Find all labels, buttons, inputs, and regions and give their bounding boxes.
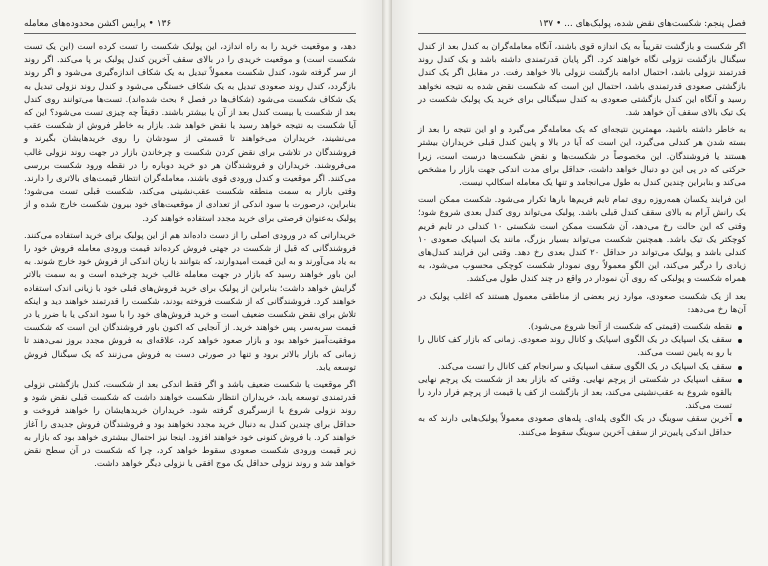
list-item: سقف یک اسپایک در یک الگوی اسپایک و کانال روند صعودی. زمانی که بازار کف کانال را با رو به پایین تست می‌کند.: [418, 334, 732, 360]
left-paragraph-1: دهد، و موقعیت خرید را به راه اندازد، این پولبک شکست را تست کرده است (این یک تست شکست است) و موقعیت خریدی را در بالای سقف آخرین کندل پولبک بر پا می‌کند. اگر روند از سر گرفته شود، کندل شکست معمولاً تبدیل به یک شکاف اندازه‌گیری می‌شود و اگر روند بازگردد، کندل روند صعودی تبدیل به یک شکاف خستگی می‌شود و کندل روند نزولی تبدیل به یک شکاف شکست می‌شود (شکاف‌ها در فصل ۶ بحث شده‌اند). تست‌ها می‌توانند روی کندل بعد از شکست یا بیست کندل بعد از آن یا بیشتر باشند. دقیقاً چه چیزی تست می‌شود؟ این که آیا شکست به نتیجه خواهد رسید یا نقض خواهد شد. بازار به خاطر فروش از شکست عقب می‌نشیند، خریداران می‌خواهند تا قسمتی از سودشان را روی خریدهایشان بگیرند و فروشندگان در تلاشی برای نقض کردن شکست و چرخاندن بازار در جهت روند نزولی غالب می‌فروشند. خریداران و فروشندگان هر دو خرید دوباره را در نقطه ورود شکست بررسی می‌کنند. اگر موقعیت و کندل ورودی قوی باشند، معامله‌گران انتظار قیمت‌های بالاتری را دارند. وقتی بازار به سمت منطقه شکست عقب‌نشینی می‌کند، شکست قبلی تست می‌شود؛ بنابراین، درصورت با سود اندکی از تعدادی از موقعیت‌های خود بیرون شکست خارج شده و از پولبک به‌عنوان فرصتی برای خرید مجدد استفاده خواهند کرد.: [24, 42, 356, 224]
left-paragraph-2: خریدارانی که در ورودی اصلی را از دست داده‌اند هم از این پولبک برای خرید استفاده می‌کنند. فروشندگانی که قبل از شکست در جهتی فروش کرده‌اند قیمت ورودی معامله فروش خود را به یاد می‌آورند و به این قیمت امیدوارند، که بتوانند با زیان اندکی از فروش خود خارج شوند. به این باور خواهند رسید که بازار در جهت معامله غالب خرید چرخیده است و به سمت بالاتر گرایش خواهد داشت؛ بنابراین از پولبک برای خرید فروش‌های قبلی خود با زیانی اندک استفاده خواهند کرد. فروشندگانی که از شکست فروخته بودند، شکست را قدرتمند خواهند دید و اینکه تلاش برای نقض شکست ضعیف است و خرید فروش‌های خود را با سود اندکی یا با ضرر یا در قیمت سربه‌سر، پس خواهند خرید. از آنجایی که اکنون باور فروشندگان این است که شکست موفقیت‌آمیز خواهد بود و بازار صعود خواهد کرد، علاقه‌ای به فروش مجدد بروز نمی‌دهند تا زمانی که بازار بالاتر برود و تنها در صورتی دست به فروش می‌زنند که یک سیگنال فروش توسعه یابد.: [24, 230, 356, 373]
left-paragraph-3: اگر موقعیت یا شکست ضعیف باشد و اگر فقط اندکی بعد از شکست، کندل بازگشتی نزولی قدرتمندی توسعه یابد، خریداران انتظار شکست خواهند داشت که شکست قبلی نقض شود و روند نزولی شروع یا ازسرگیری گرفته شود. خریداران خریدهایشان را خواهند فروخت و حداقل برای چندین کندل به دنبال خرید مجدد نخواهند بود و فروشندگان فروش جدیدی را آغاز خواهند کرد. با فروش کنونی خود خواهند افزود. اینجا نیز احتمال بیشتری خواهد بود که بازار به زیر قیمت ورودی شکست صعودی سقوط خواهد کرد، چرا که شکست در آن سطح نقض خواهد شد و روند نزولی حداقل یک موج افقی یا نزولی دیگر خواهد داشت.: [24, 380, 356, 470]
right-page-binding-shadow: [392, 0, 414, 566]
left-page: [0, 0, 382, 566]
left-page-header: ۱۳۶ • پرایس اکشن محدوده‌های معامله: [24, 18, 356, 34]
right-paragraph-4: بعد از یک شکست صعودی، موارد زیر بعضی از مناطقی معمول هستند که اغلب پولبک در آن‌ها رخ می‌دهد:: [418, 291, 746, 315]
list-item: نقطه شکست (قیمتی که شکست از آنجا شروع می‌شود).: [418, 321, 732, 334]
list-item: سقف یک اسپایک در یک الگوی سقف اسپایک و سرانجام کف کانال را تست می‌کند.: [418, 361, 732, 374]
list-item: آخرین سقف سوینگ در یک الگوی پله‌ای. پله‌های صعودی معمولاً پولبک‌هایی دارند که به حداقل اندکی پایین‌تر از سقف آخرین سوینگ سقوط می‌کنند.: [418, 413, 732, 439]
list-item: سقف اسپایک در شکستی از پرچم نهایی. وقتی که بازار بعد از شکست یک پرچم نهایی بالقوه شروع به عقب‌نشینی می‌کند، بعد از بازگشت از کف یا قیمت از پرچم فرار دارد را تست می‌کند.: [418, 374, 732, 414]
left-page-binding-shadow: [360, 0, 382, 566]
right-paragraph-1: اگر شکست و بازگشت تقریباً به یک اندازه قوی باشند، آنگاه معامله‌گران به کندل بعد از کندل سیگنال بازگشت نزولی نگاه خواهند کرد. اگر پایان قدرتمندی داشته باشد و یک کندل روند قدرتمند نزولی باشد، احتمال ادامه بازگشت نزولی بالا خواهد رفت. در مقابل اگر یک کندل بازگشتی صعودی قدرتمندی باشد، احتمال این است که شکست نقض شده به نتیجه نخواهد رسید و آنگاه این کندل بازگشتی صعودی به کندل سیگنالی برای خرید یک پولبک شکست در یک تیک بالای سقف آن خواهد شد.: [418, 42, 746, 119]
book-gutter: [382, 0, 392, 566]
right-page-header: فصل پنجم: شکست‌های نقض شده، پولبک‌های ... • ۱۳۷: [418, 18, 746, 34]
pullback-areas-list: [418, 321, 746, 440]
right-paragraph-3: این فرایند یکسان همه‌روزه روی تمام تایم فریم‌ها بارها تکرار می‌شود. شکست ممکن است یک رانش آرام به بالای سقف کندل قبلی باشد. پولبک می‌تواند روی کندل بعدی شروع شود؛ وقتی که این حالت رخ می‌دهد، آن شکست ممکن است شکستی ۱۰ کندلی در تایم فریم کوچکتر یک تیک باشد. همچنین شکست می‌تواند بسیار بزرگ، مانند یک اسپایک صعودی ۱۰ کندلی باشد و پولبک می‌تواند در حداقل ۲۰ کندل بعدی رخ دهد. وقتی این فرایند کندل‌های زیادی را درگیر می‌کند، این الگو معمولاً روی نمودار شکست کوچکی محسوب می‌شود، به همراه شکست و پولبکی که روی آن نمودار در واقع در چند کندل طول می‌کشد.: [418, 195, 746, 285]
right-page: [392, 0, 768, 566]
right-paragraph-2: به خاطر داشته باشید، مهمترین نتیجه‌ای که یک معامله‌گر می‌گیرد و او این نتیجه را بعد از بسته شدن هر کندلی می‌گیرد، این است که آیا در بالا و پایین کندل قبلی خریداران بیشتر هستند یا فروشندگان. این مخصوصاً در شکست‌ها و نقض شکست‌ها درست است، زیرا حرکتی که در پی این دو دنبال خواهد داشت، حداقل برای مدت اندکی جهت بازار را مشخص می‌کند و بنابراین چندین کندل به طول می‌انجامد و تنها یک معامله اسکالپ نیست.: [418, 125, 746, 189]
